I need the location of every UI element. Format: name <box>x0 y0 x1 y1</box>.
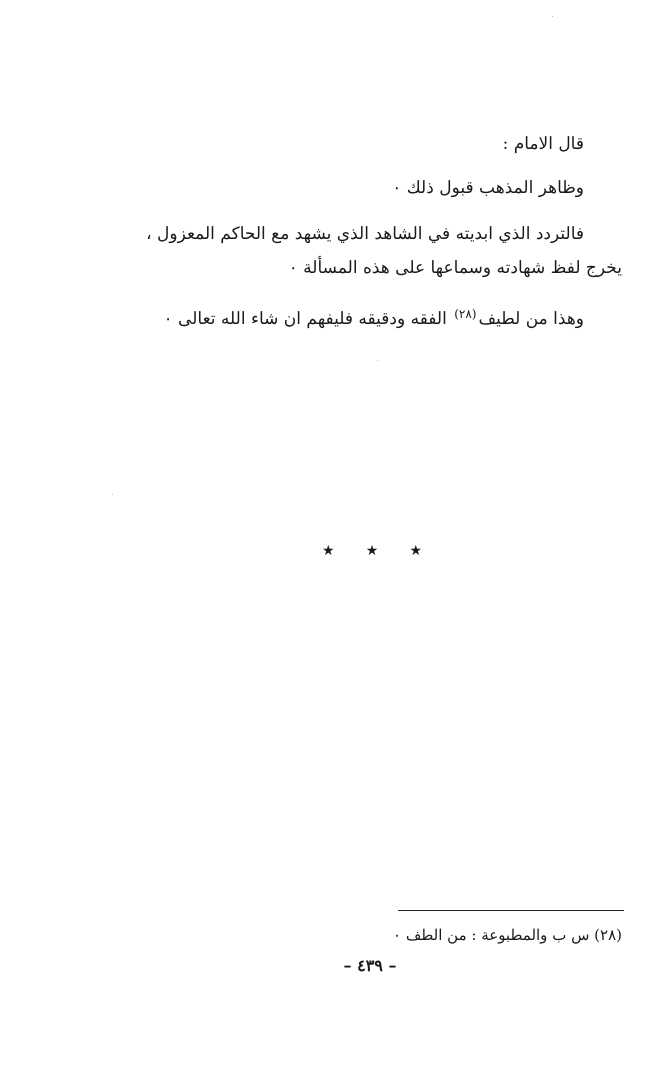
footnote: (٢٨) س ب والمطبوعة : من الطف ٠ <box>392 926 622 944</box>
paragraph-line-4-end: الفقه ودقيقه فليفهم ان شاء الله تعالى ٠ <box>163 309 453 329</box>
paragraph-line-4-start: وهذا من لطيف <box>478 309 584 329</box>
star-icon: ★ <box>409 543 422 559</box>
star-icon: ★ <box>365 543 379 559</box>
paragraph-line-1: وظاهر المذهب قبول ذلك ٠ <box>392 178 584 198</box>
paragraph-line-2: فالتردد الذي ابديته في الشاهد الذي يشهد مع الحاكم المعزول ، <box>146 224 584 244</box>
paragraph-line-3: يخرج لفظ شهادته وسماعها على هذه المسألة ٠ <box>288 258 622 278</box>
footnote-rule <box>398 910 624 911</box>
page-number: – ٤٣٩ – <box>343 956 397 975</box>
section-separator <box>322 543 422 559</box>
star-icon: ★ <box>322 543 335 559</box>
section-heading: قال الامام : <box>502 134 584 154</box>
scan-speck <box>377 360 378 361</box>
scan-speck <box>552 16 553 17</box>
footnote-reference: (٢٨) <box>454 307 477 321</box>
scan-speck <box>112 494 113 495</box>
paragraph-line-4 <box>164 302 585 331</box>
